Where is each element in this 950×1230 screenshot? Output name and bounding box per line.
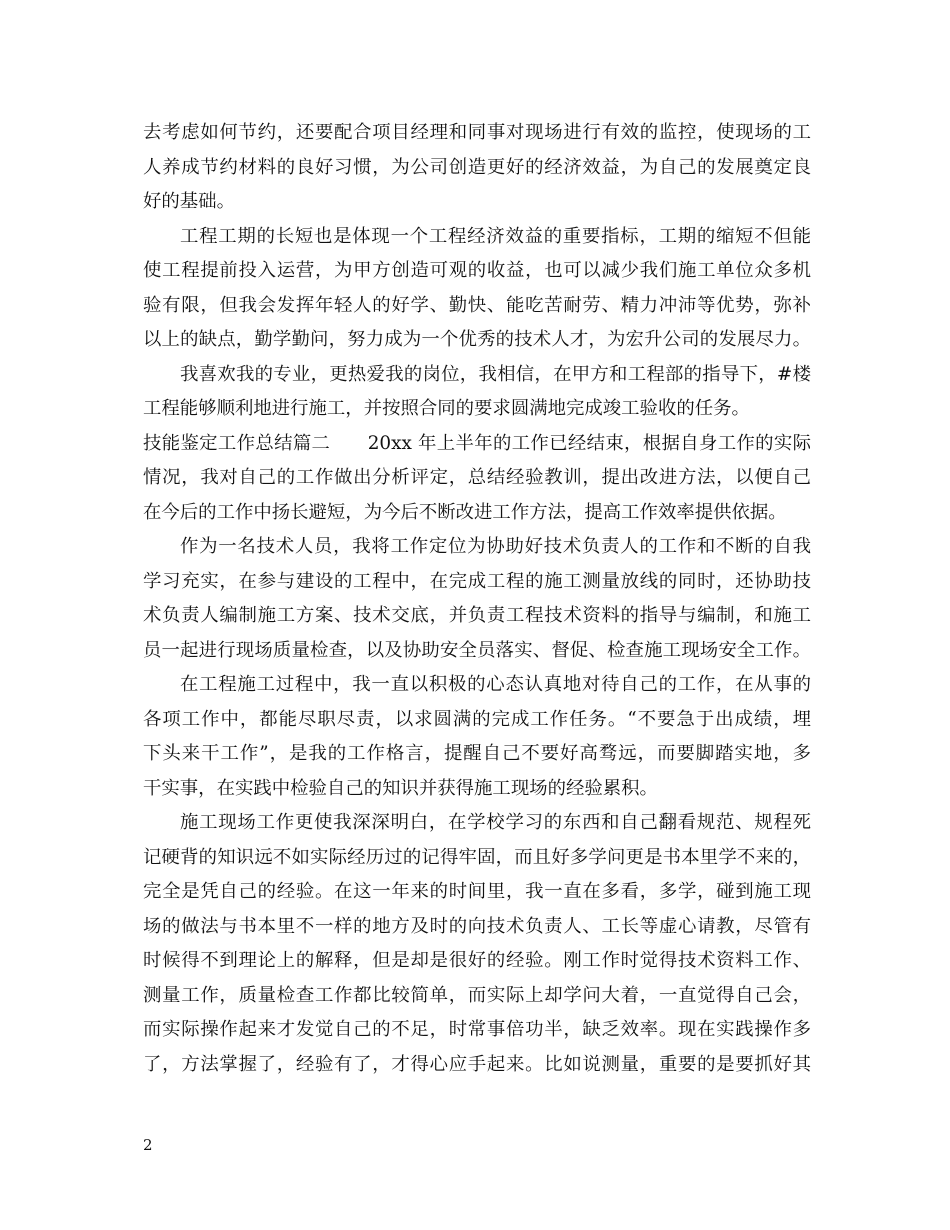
text-line: 记硬背的知识远不如实际经历过的记得牢固，而且好多学问更是书本里学不来的，: [143, 846, 811, 868]
text-line: 我喜欢我的专业，更热爱我的岗位，我相信，在甲方和工程部的指导下，#楼: [180, 363, 811, 385]
text-line: 员一起进行现场质量检查，以及协助安全员落实、督促、检查施工现场安全工作。: [143, 639, 811, 661]
text-line: 在工程施工过程中，我一直以积极的心态认真地对待自己的工作，在从事的: [180, 674, 811, 695]
body-text: [143, 116, 811, 1082]
text-line: 施工现场工作更使我深深明白，在学校学习的东西和自己翻看规范、规程死: [180, 812, 811, 833]
text-line: 以上的缺点，勤学勤问，努力成为一个优秀的技术人才，为宏升公司的发展尽力。: [143, 329, 811, 350]
text-line: 测量工作，质量检查工作都比较简单，而实际上却学问大着，一直觉得自己会，: [143, 984, 811, 1006]
text-line: 干实事，在实践中检验自己的知识并获得施工现场的经验累积。: [143, 777, 658, 799]
text-line: 人养成节约材料的良好习惯，为公司创造更好的经济效益，为自己的发展奠定良: [143, 156, 811, 178]
text-line: 技能鉴定工作总结篇二 20xx 年上半年的工作已经结束，根据自身工作的实际: [143, 432, 811, 454]
text-line: 完全是凭自己的经验。在这一年来的时间里，我一直在多看，多学，碰到施工现: [143, 881, 811, 902]
text-line: 而实际操作起来才发觉自己的不足，时常事倍功半，缺乏效率。现在实践操作多: [143, 1019, 811, 1040]
text-line: 工程工期的长短也是体现一个工程经济效益的重要指标，工期的缩短不但能: [180, 225, 811, 247]
text-line: 学习充实，在参与建设的工程中，在完成工程的施工测量放线的同时，还协助技: [143, 570, 811, 592]
text-line: 了，方法掌握了，经验有了，才得心应手起来。比如说测量，重要的是要抓好其: [143, 1053, 811, 1075]
text-line: 在今后的工作中扬长避短，为今后不断改进工作方法，提高工作效率提供依据。: [143, 501, 787, 523]
text-line: 场的做法与书本里不一样的地方及时的向技术负责人、工长等虚心请教，尽管有: [143, 915, 811, 937]
text-line: 各项工作中，都能尽职尽责，以求圆满的完成工作任务。“不要急于出成绩，埋: [143, 708, 811, 730]
text-line: 作为一名技术人员，我将工作定位为协助好技术负责人的工作和不断的自我: [180, 536, 811, 557]
text-line: 情况，我对自己的工作做出分析评定，总结经验教训，提出改进方法，以便自己: [143, 467, 811, 488]
text-line: 术负责人编制施工方案、技术交底，并负责工程技术资料的指导与编制，和施工: [143, 605, 811, 626]
text-line: 时候得不到理论上的解释，但是却是很好的经验。刚工作时觉得技术资料工作、: [143, 950, 811, 971]
text-line: 使工程提前投入运营，为甲方创造可观的收益，也可以减少我们施工单位众多机: [143, 260, 811, 281]
text-line: 工程能够顺利地进行施工，并按照合同的要求圆满地完成竣工验收的任务。: [143, 398, 750, 419]
text-line: 下头来干工作”，是我的工作格言，提醒自己不要好高骛远，而要脚踏实地，多: [143, 743, 811, 764]
text-line: 验有限，但我会发挥年轻人的好学、勤快、能吃苦耐劳、精力冲沛等优势，弥补: [143, 294, 811, 316]
text-line: 好的基础。: [143, 191, 235, 212]
page-number: 2: [143, 1136, 153, 1154]
text-line: 去考虑如何节约，还要配合项目经理和同事对现场进行有效的监控，使现场的工: [143, 122, 811, 143]
